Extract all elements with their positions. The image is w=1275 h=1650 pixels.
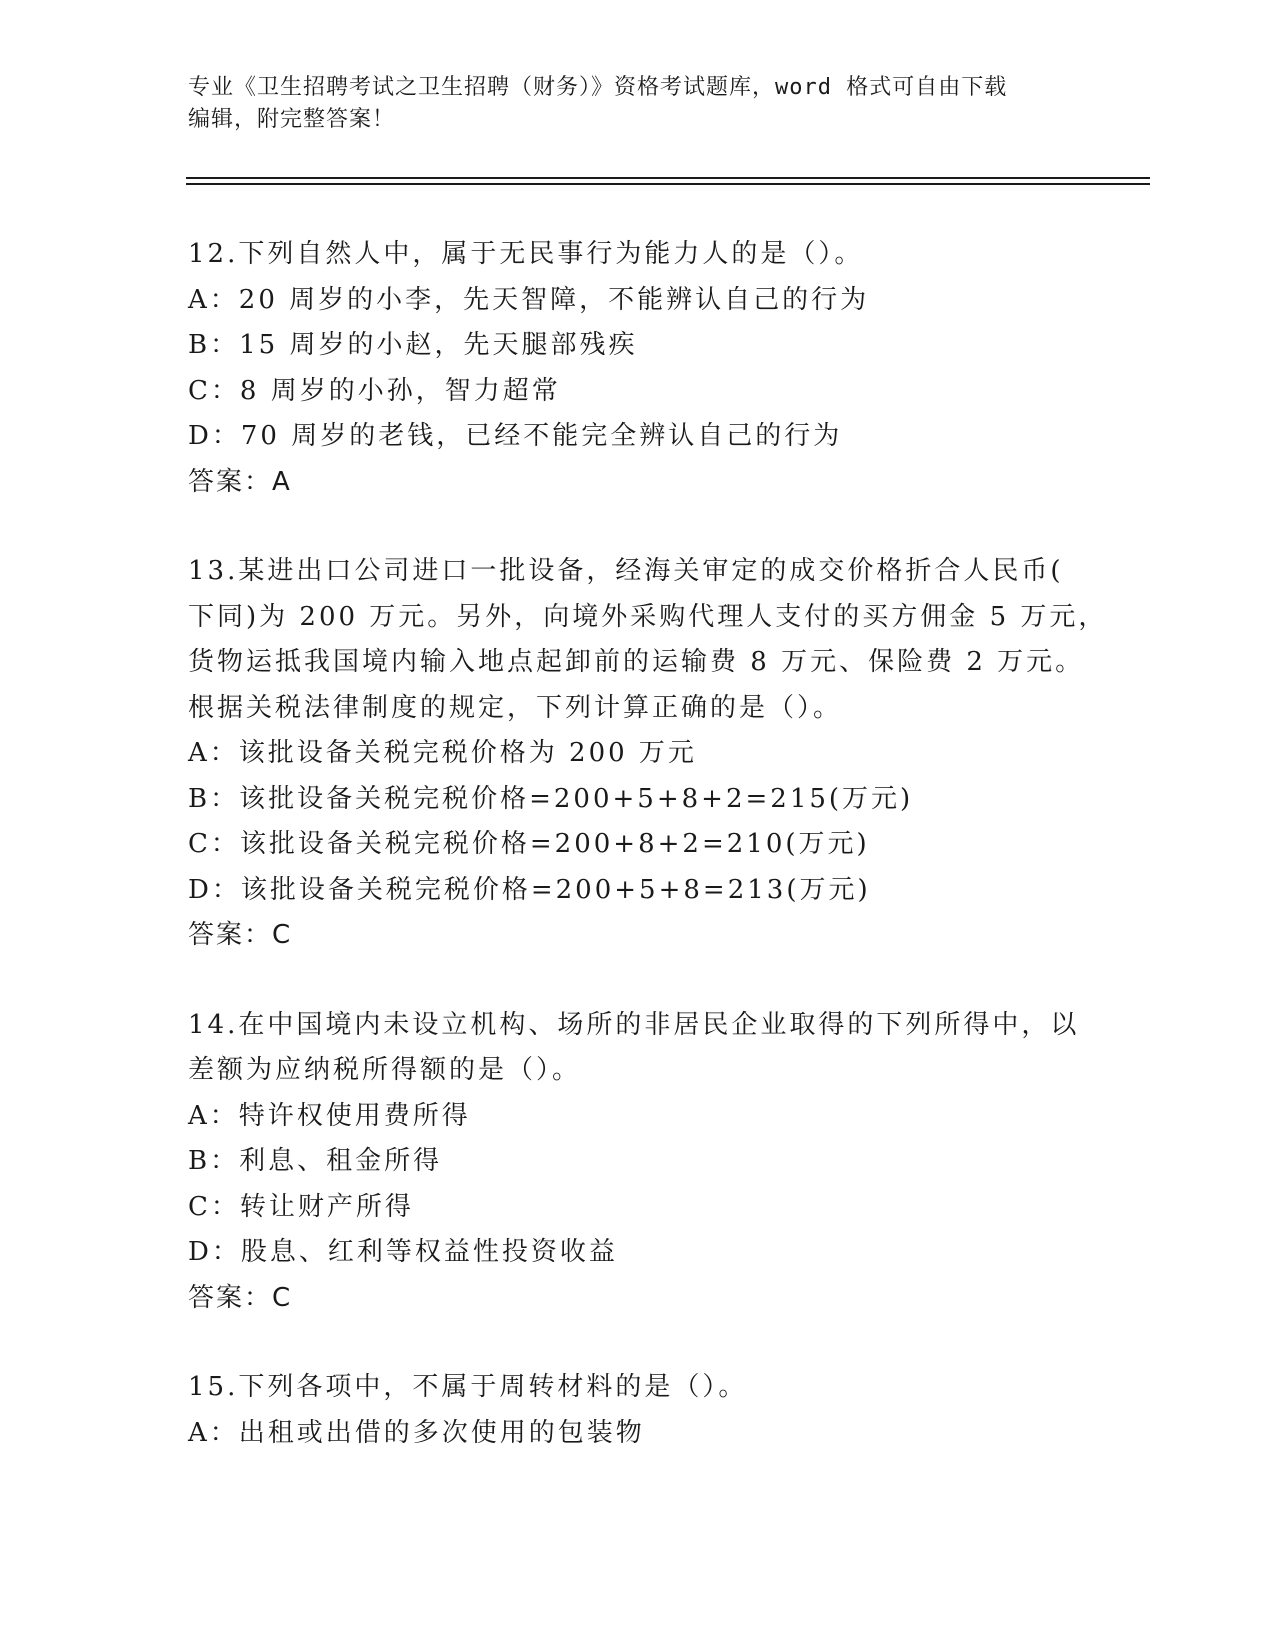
document-header — [188, 72, 1078, 136]
option-a: A：特许权使用费所得 — [188, 1100, 471, 1131]
question-stem: 15.下列各项中，不属于周转材料的是（）。 — [188, 1372, 748, 1402]
answer: 答案：C — [188, 1282, 293, 1313]
question-13 — [188, 549, 1108, 959]
question-stem: 下同)为 200 万元。另外，向境外采购代理人支付的买方佣金 5 万元， — [188, 601, 1108, 632]
option-c: C：该批设备关税完税价格=200+8+2=210(万元) — [188, 829, 870, 859]
question-stem: 差额为应纳税所得额的是（）。 — [188, 1055, 582, 1085]
option-c: C：8 周岁的小孙，智力超常 — [188, 375, 561, 406]
question-15 — [188, 1365, 1088, 1456]
header-line-2: 编辑，附完整答案！ — [188, 107, 396, 132]
question-list — [188, 232, 1108, 1500]
question-stem: 12.下列自然人中，属于无民事行为能力人的是（）。 — [188, 239, 864, 269]
option-b: B：利息、租金所得 — [188, 1146, 443, 1176]
option-a: A：出租或出借的多次使用的包装物 — [188, 1417, 645, 1448]
question-stem: 14.在中国境内未设立机构、场所的非居民企业取得的下列所得中，以 — [188, 1009, 1080, 1040]
answer: 答案：C — [188, 920, 293, 950]
option-b: B：15 周岁的小赵，先天腿部残疾 — [188, 330, 638, 360]
question-stem: 13.某进出口公司进口一批设备，经海关审定的成交价格折合人民币( — [188, 556, 1064, 586]
question-stem: 货物运抵我国境内输入地点起卸前的运输费 8 万元、保险费 2 万元。 — [188, 647, 1085, 677]
option-b: B：该批设备关税完税价格=200+5+8+2=215(万元) — [188, 783, 914, 814]
header-line-1: 专业《卫生招聘考试之卫生招聘（财务）》资格考试题库，word 格式可自由下载 — [188, 75, 1008, 100]
option-d: D：股息、红利等权益性投资收益 — [188, 1237, 618, 1267]
option-a: A：20 周岁的小李，先天智障，不能辨认自己的行为 — [188, 284, 870, 315]
option-a: A：该批设备关税完税价格为 200 万元 — [188, 738, 697, 768]
answer: 答案：A — [188, 466, 292, 497]
header-divider-top — [186, 177, 1150, 179]
header-divider-bottom — [186, 183, 1150, 185]
option-d: D：70 周岁的老钱，已经不能完全辨认自己的行为 — [188, 421, 843, 451]
question-12 — [188, 232, 1088, 505]
option-d: D：该批设备关税完税价格=200+5+8=213(万元) — [188, 874, 871, 905]
option-c: C：转让财产所得 — [188, 1191, 414, 1222]
question-14 — [188, 1003, 1088, 1322]
question-stem: 根据关税法律制度的规定，下列计算正确的是（）。 — [188, 692, 843, 723]
